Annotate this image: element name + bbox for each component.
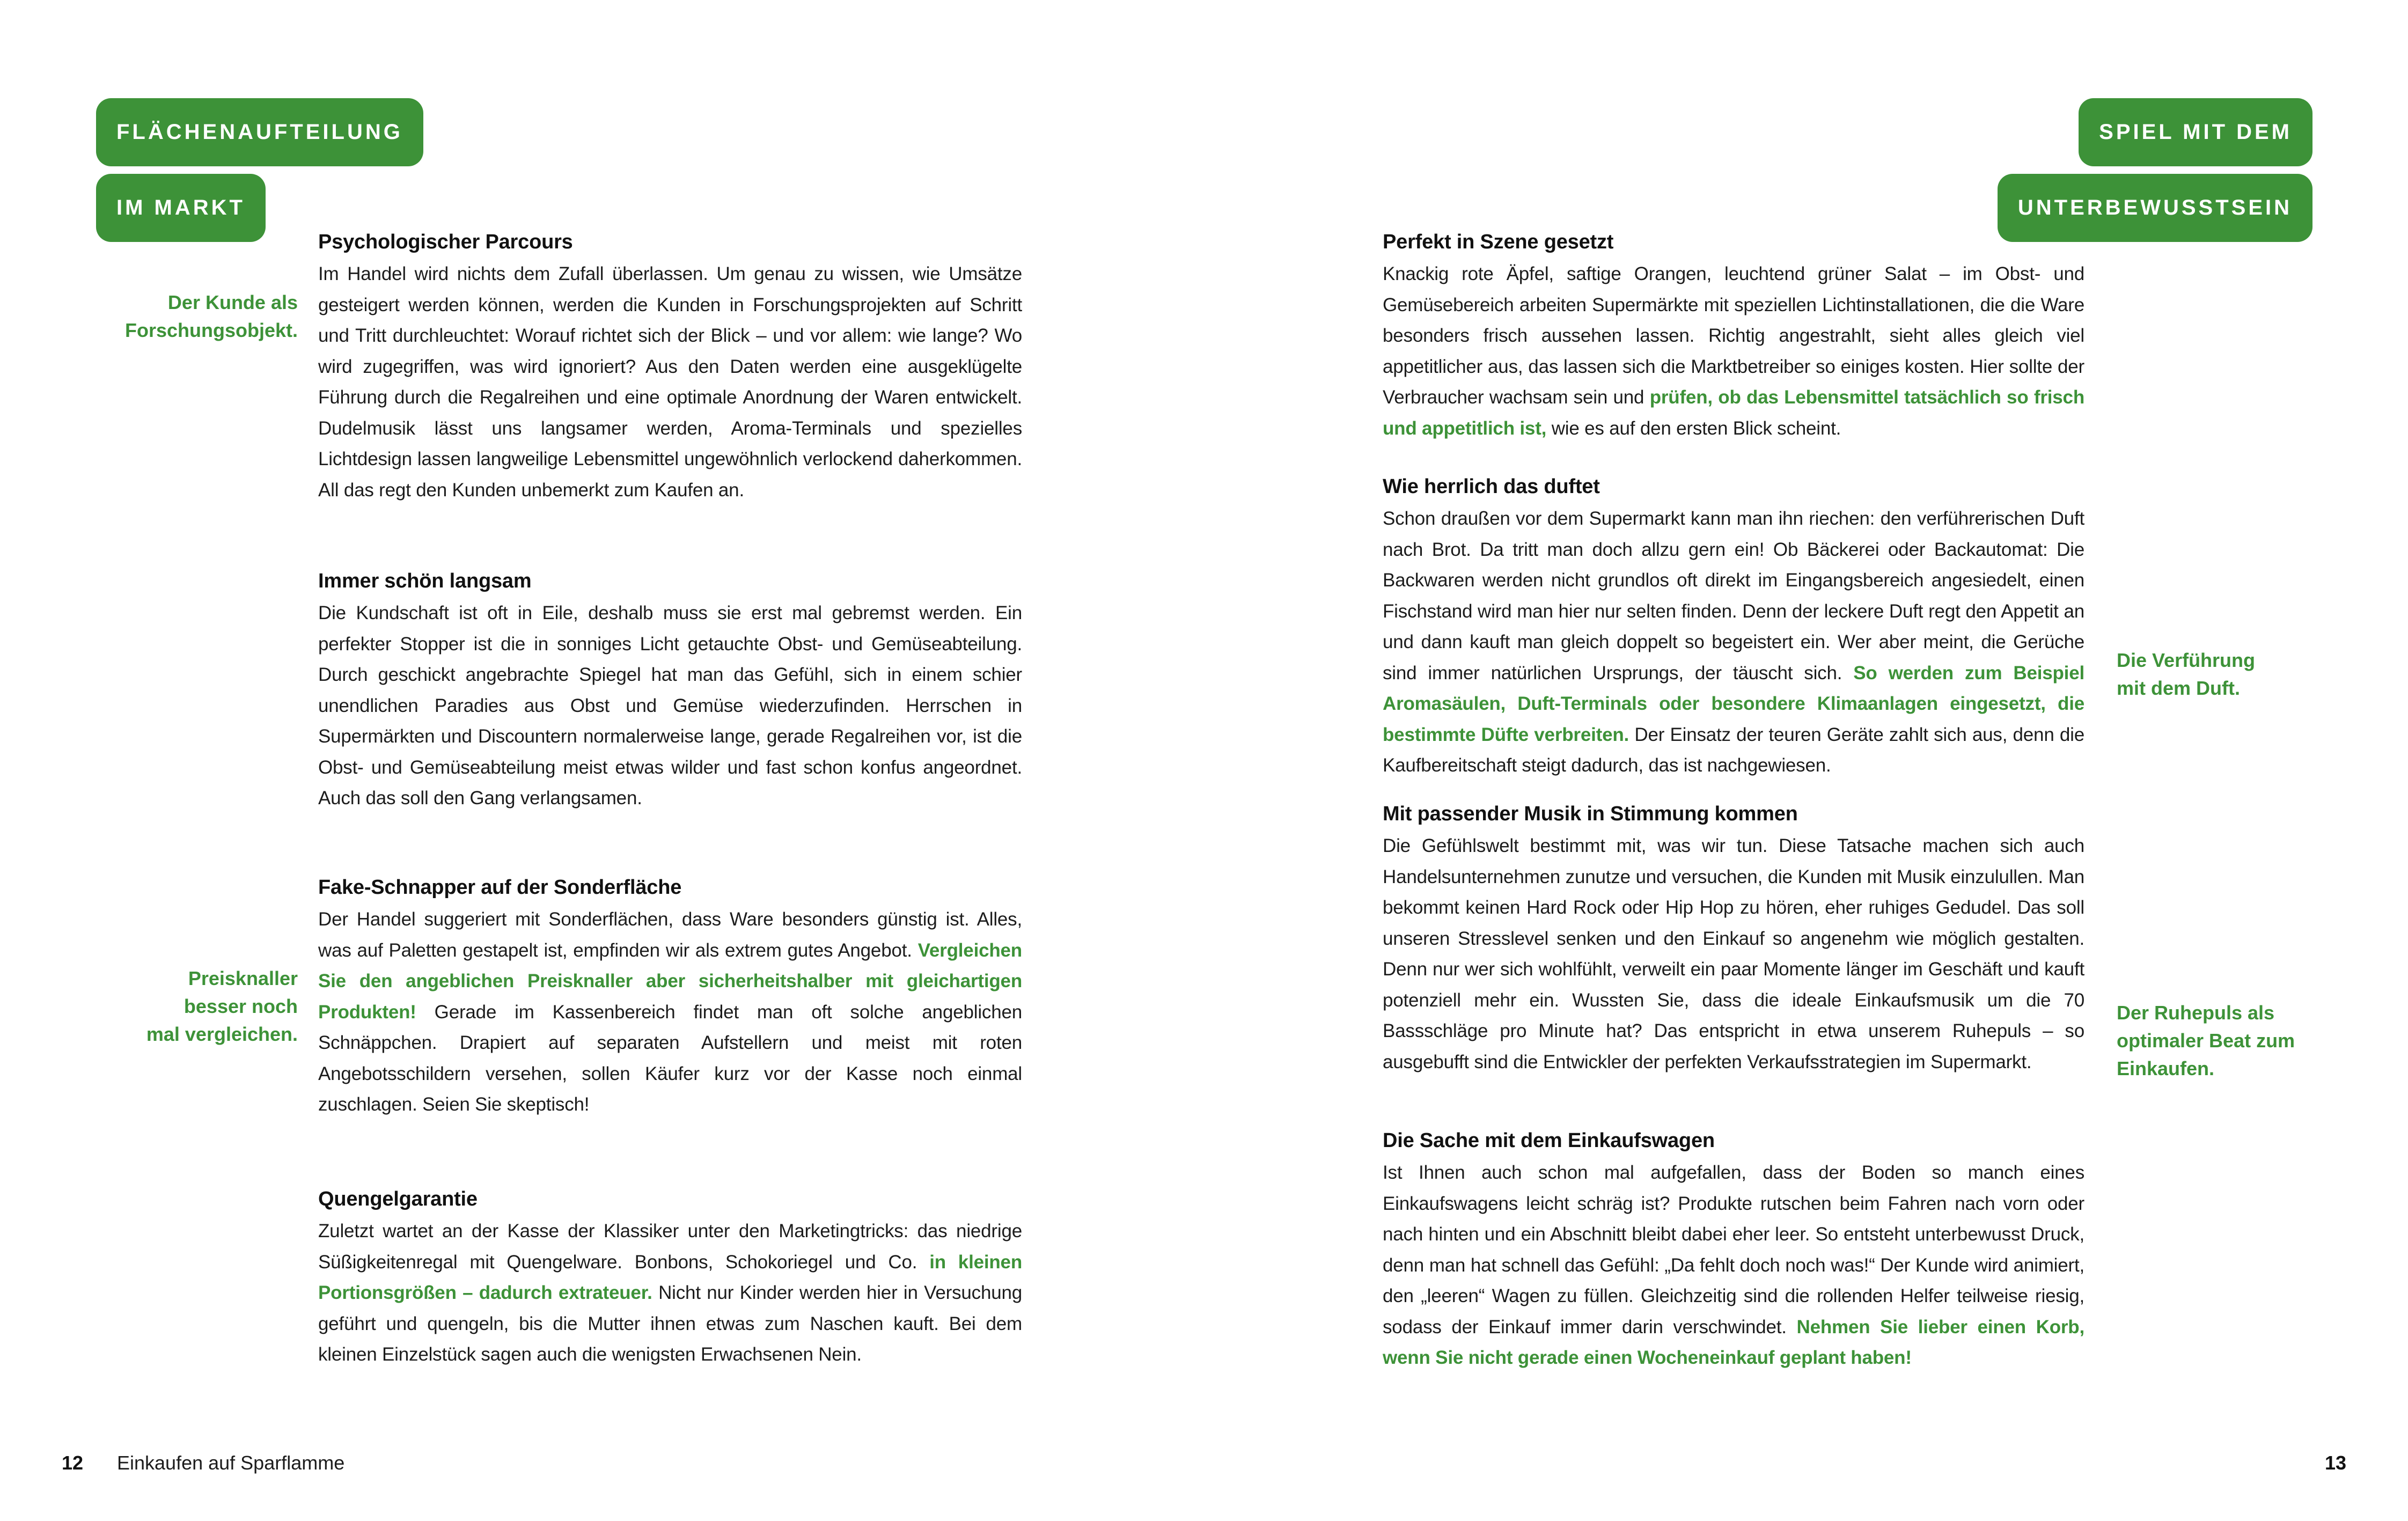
footer-running-title: Einkaufen auf Sparflamme [117, 1452, 345, 1474]
chapter-badge-im-markt: IM MARKT [96, 174, 266, 242]
section-heading: Psychologischer Parcours [318, 231, 573, 253]
margin-note-ruhepuls: Der Ruhepuls als optimaler Beat zum Einkaufen. [2117, 1002, 2295, 1079]
margin-note-forschungsobjekt: Der Kunde als Forschungsobjekt. [124, 291, 298, 341]
section-heading: Die Sache mit dem Einkaufswagen [1383, 1129, 1715, 1152]
chapter-badge-unterbewusstsein: UNTERBEWUSSTSEIN [1998, 174, 2312, 242]
chapter-badges-left [96, 98, 423, 242]
section-body: Der Handel suggeriert mit Sonderflächen, dass Ware besonders günstig ist. Alles, was auf Paletten gestapelt ist, empfinden wir als extrem gutes Angebot. Vergleichen Sie den angeblichen Preisknaller aber sicherheitshalber mit gleichartigen Produkten! Gerade im Kassenbereich findet man oft solche angeblichen Schnäppchen. Drapiert auf separaten Aufstellern und meist mit roten Angebotsschildern versehen, sollen Käufer kurz vor der Kasse noch einmal zuschlagen. Seien Sie skeptisch! [318, 909, 1022, 1115]
section-body: Die Kundschaft ist oft in Eile, deshalb muss sie erst mal gebremst werden. Ein perfekter Stopper ist die in sonniges Licht getauchte Obst- und Gemüseabteilung. Durch geschickt angebrachte Spiegel hat man das Gefühl, sich in einem schier unendlichen Paradies aus Obst und Gemüse wiederzufinden. Herrschen in Supermärkten und Discountern normalerweise lange, gerade Regalreihen vor, ist die Obst- und Gemüseabteilung meist etwas wilder und fast schon konfus angeordnet. Auch das soll den Gang verlangsamen. [318, 602, 1022, 809]
section-body: Knackig rote Äpfel, saftige Orangen, leuchtend grüner Salat – im Obst- und Gemüsebereich arbeiten Supermärkte mit speziellen Lichtinstallationen, die die Ware besonders frisch aussehen lassen. Richtig angestrahlt, sieht alles gleich viel appetitlicher aus, das lassen sich die Marktbetreiber so einiges kosten. Hier sollte der Verbraucher wachsam sein und prüfen, ob das Lebensmittel tatsächlich so frisch und appetitlich ist, wie es auf den ersten Blick scheint. [1383, 263, 2084, 439]
section-wie-herrlich-das-duftet [1383, 475, 2084, 781]
margin-note-preisknaller: Preisknaller besser noch mal vergleichen. [146, 967, 298, 1045]
section-quengelgarantie [318, 1188, 1022, 1370]
section-heading: Mit passender Musik in Stimmung kommen [1383, 803, 1798, 825]
section-einkaufswagen [1383, 1129, 2084, 1373]
chapter-badge-spiel-mit-dem: SPIEL MIT DEM [2079, 98, 2312, 166]
section-heading: Perfekt in Szene gesetzt [1383, 231, 1614, 253]
chapter-badges-right [1998, 98, 2312, 242]
section-musik-in-stimmung [1383, 803, 2084, 1077]
page-number-right: 13 [2324, 1452, 2346, 1474]
chapter-badge-flaechenaufteilung: FLÄCHENAUFTEILUNG [96, 98, 423, 166]
section-body: Ist Ihnen auch schon mal aufgefallen, dass der Boden so manch eines Einkaufswagens leicht schräg ist? Produkte rutschen beim Fahren nach vorn oder nach hinten und ein Abschnitt bleibt dabei eher leer. So entsteht unterbewusst Druck, denn man hat schnell das Gefühl: „Da fehlt doch noch was!“ Der Kunde wird animiert, den „leeren“ Wagen zu füllen. Gleichzeitig sind die rollenden Helfer teilweise riesig, sodass der Einkauf immer darin verschwindet. Nehmen Sie lieber einen Korb, wenn Sie nicht gerade einen Wocheneinkauf geplant haben! [1383, 1162, 2084, 1368]
section-body: Schon draußen vor dem Supermarkt kann man ihn riechen: den verführerischen Duft nach Brot. Da tritt man doch allzu gern ein! Ob Bäckerei oder Backautomat: Die Backwaren werden nicht grundlos oft direkt im Eingangsbereich angesiedelt, einen Fischstand wird man hier nur selten finden. Denn der leckere Duft regt den Appetit an und dann kauft man gleich doppelt so begeistert ein. Wer aber meint, die Gerüche sind immer natürlichen Ursprungs, der täuscht sich. So werden zum Beispiel Aromasäulen, Duft-Terminals oder besondere Klimaanlagen eingesetzt, die bestimmte Düfte verbreiten. Der Einsatz der teuren Geräte zahlt sich aus, denn die Kaufbereitschaft steigt dadurch, das ist nachgewiesen. [1383, 508, 2084, 776]
section-body: Die Gefühlswelt bestimmt mit, was wir tun. Diese Tatsache machen sich auch Handelsunternehmen zunutze und versuchen, die Kunden mit Musik einzulullen. Man bekommt keinen Hard Rock oder Hip Hop zu hören, eher ruhiges Gedudel. Das soll unseren Stresslevel senken und den Einkauf so angenehm wie möglich gestalten. Denn nur wer sich wohlfühlt, verweilt ein paar Momente länger im Geschäft und kauft potenziell mehr ein. Wussten Sie, dass die ideale Einkaufsmusik um die 70 Bassschläge pro Minute hat? Das entspricht in etwa unserem Ruhepuls – so ausgebufft sind die Entwickler der perfekten Verkaufsstrategien im Supermarkt. [1383, 835, 2084, 1072]
section-psychologischer-parcours [318, 231, 1022, 505]
section-perfekt-in-szene [1383, 231, 2084, 444]
section-heading: Quengelgarantie [318, 1188, 478, 1210]
section-immer-schoen-langsam [318, 570, 1022, 814]
page-number-left: 12 [62, 1452, 84, 1474]
section-heading: Immer schön langsam [318, 570, 532, 592]
section-heading: Wie herrlich das duftet [1383, 475, 1600, 498]
section-fake-schnapper [318, 876, 1022, 1120]
section-body: Im Handel wird nichts dem Zufall überlassen. Um genau zu wissen, wie Umsätze gesteigert werden können, werden die Kunden in Forschungsprojekten auf Schritt und Tritt durchleuchtet: Worauf richtet sich der Blick – und vor allem: wie lange? Wo wird zugegriffen, was wird ignoriert? Aus den Daten werden eine ausgeklügelte Führung durch die Regalreihen und eine optimale Anordnung der Waren entwickelt. Dudelmusik lässt uns langsamer werden, Aroma-Terminals und spezielles Lichtdesign lassen langweilige Lebensmittel ungewöhnlich verlockend daherkommen. All das regt den Kunden unbemerkt zum Kaufen an. [318, 263, 1022, 501]
section-heading: Fake-Schnapper auf der Sonderfläche [318, 876, 682, 899]
margin-note-verfuehrung-duft: Die Verführung mit dem Duft. [2117, 649, 2256, 699]
section-body: Zuletzt wartet an der Kasse der Klassiker unter den Marketingtricks: das niedrige Süßigkeitenregal mit Quengelware. Bonbons, Schokoriegel und Co. in kleinen Portionsgrößen – dadurch extrateuer. Nicht nur Kinder werden hier in Versuchung geführt und quengeln, bis die Mutter ihnen etwas zum Naschen kauft. Bei dem kleinen Einzelstück sagen auch die wenigsten Erwachsenen Nein. [318, 1221, 1023, 1365]
